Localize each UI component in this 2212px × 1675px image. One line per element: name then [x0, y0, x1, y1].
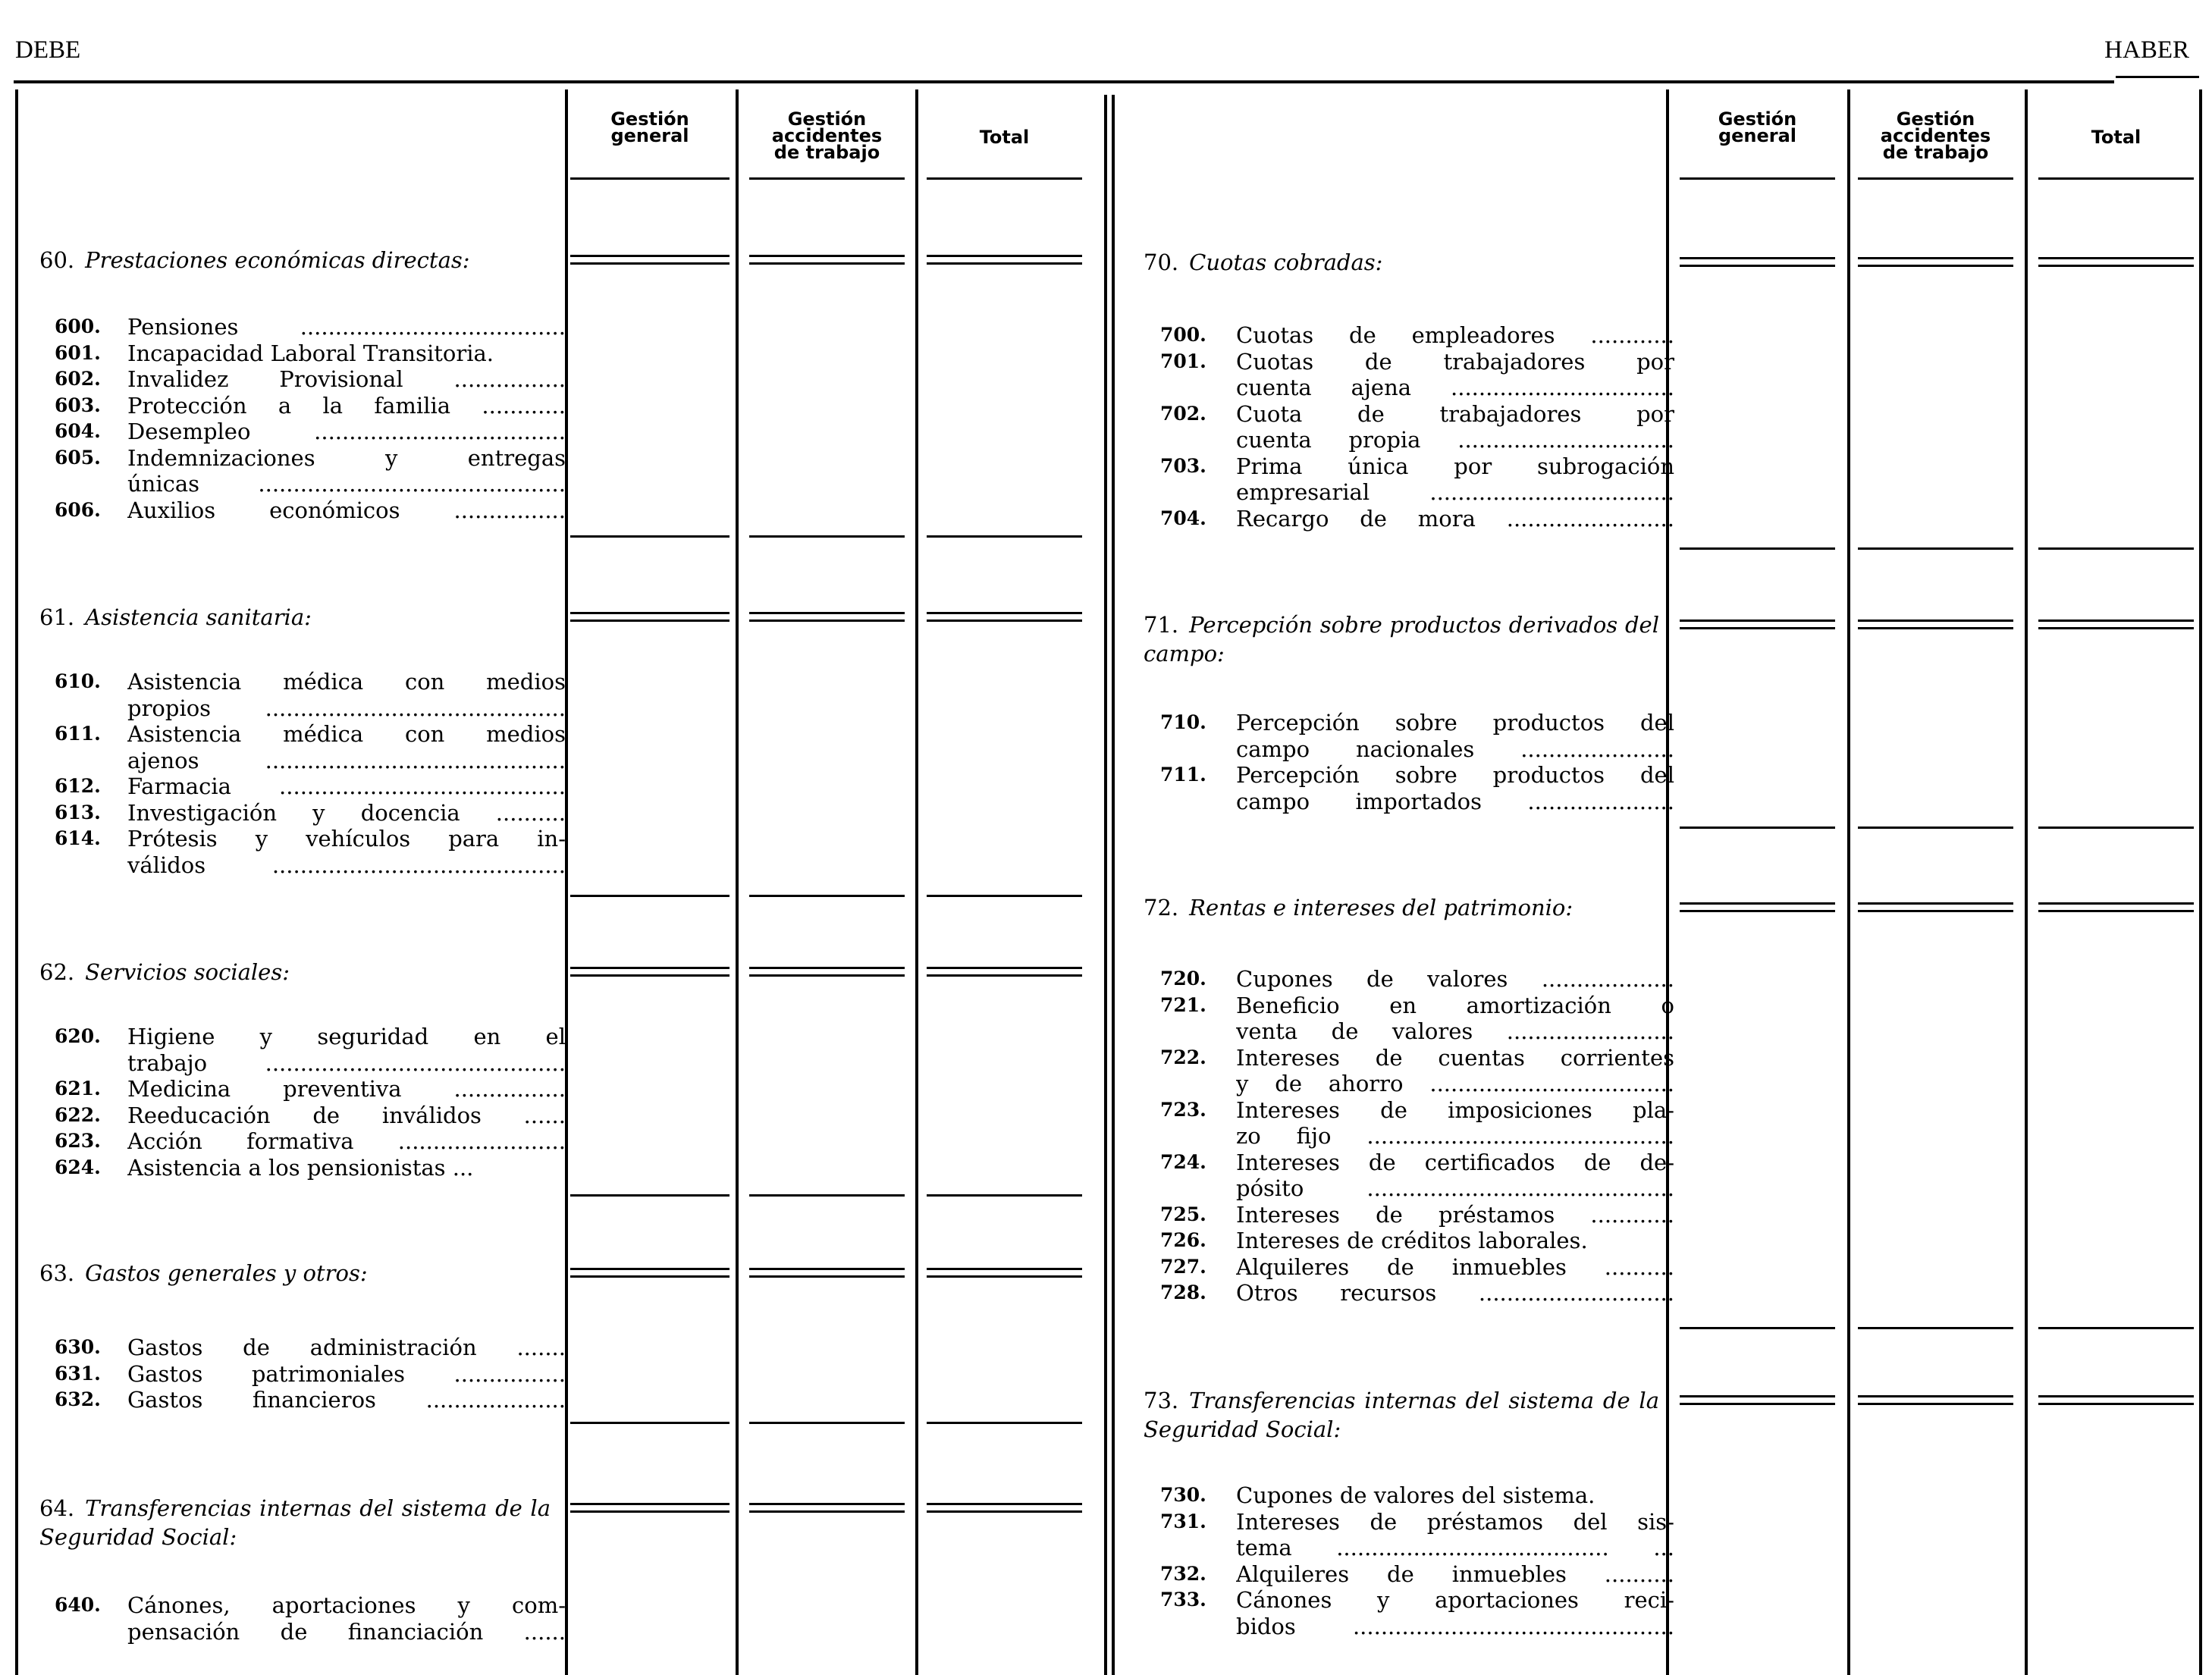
- item-text: Farmacia .........................................: [127, 773, 566, 799]
- subtotal-rule: [2038, 1327, 2194, 1329]
- double-rule: [1680, 265, 1835, 267]
- subtotal-rule: [570, 1422, 729, 1424]
- double-rule: [927, 1275, 1082, 1278]
- subtotal-rule: [927, 1422, 1082, 1424]
- item-text: Recargo de mora ........................: [1236, 505, 1674, 532]
- section-number: 73.: [1144, 1388, 1179, 1413]
- double-rule: [1858, 265, 2013, 267]
- ledger-item: [55, 826, 566, 878]
- item-code: 613.: [55, 801, 101, 823]
- item-text: y de ahorro ...................................: [1236, 1071, 1674, 1096]
- item-text: Acción formativa ........................: [127, 1128, 566, 1154]
- section-title: Servicios sociales:: [85, 959, 290, 985]
- double-rule: [570, 619, 729, 622]
- subtotal-rule: [1858, 827, 2013, 829]
- ledger-item: [1160, 1508, 1674, 1561]
- column-rule: [15, 89, 18, 1675]
- item-code: 610.: [55, 670, 101, 692]
- item-text: Cánones y aportaciones reci-: [1236, 1587, 1674, 1613]
- item-text: campo nacionales ......................: [1236, 736, 1674, 762]
- section-title: Rentas e intereses del patrimonio:: [1189, 895, 1574, 921]
- ledger-item: [1160, 762, 1674, 814]
- double-rule: [749, 1268, 905, 1270]
- double-rule: [927, 1510, 1082, 1513]
- item-text: trabajo ...........................................: [127, 1049, 566, 1076]
- item-text: Gastos financieros ....................: [127, 1387, 566, 1413]
- subtotal-rule: [927, 895, 1082, 897]
- item-text: Cuotas de empleadores ............: [1236, 322, 1674, 348]
- section-heading: [39, 1494, 551, 1551]
- ledger-item: [55, 1360, 566, 1388]
- item-text: Intereses de imposiciones pla-: [1236, 1096, 1674, 1123]
- item-text: empresarial ...................................: [1236, 479, 1674, 505]
- ledger-item: [1160, 1228, 1659, 1254]
- double-rule: [570, 255, 729, 257]
- ledger-item: [1160, 1561, 1674, 1588]
- item-code: 730.: [1160, 1484, 1206, 1506]
- column-header-rule: [570, 177, 729, 180]
- item-code: 622.: [55, 1103, 101, 1126]
- item-text: Investigación y docencia ..........: [127, 799, 566, 826]
- item-code: 731.: [1160, 1510, 1206, 1532]
- double-rule: [749, 967, 905, 969]
- double-rule: [749, 1275, 905, 1278]
- column-header-rule: [1680, 177, 1835, 180]
- item-text: Higiene y seguridad en el: [127, 1024, 566, 1049]
- ledger-item: [1160, 1044, 1674, 1097]
- column-rule: [2199, 89, 2202, 1675]
- double-rule: [2038, 1395, 2194, 1397]
- item-code: 701.: [1160, 350, 1206, 372]
- item-code: 630.: [55, 1336, 101, 1358]
- subtotal-rule: [1858, 547, 2013, 550]
- item-text: pósito ............................................: [1236, 1175, 1674, 1201]
- item-code: 703.: [1160, 454, 1206, 477]
- column-rule: [2025, 89, 2028, 1675]
- section-number: 63.: [39, 1260, 75, 1286]
- subtotal-rule: [927, 1194, 1082, 1197]
- column-header-rule: [1858, 177, 2013, 180]
- item-text: Reeducación de inválidos ......: [127, 1102, 566, 1128]
- item-text: Intereses de créditos laborales.: [1236, 1228, 1588, 1253]
- column-rule: [736, 89, 739, 1675]
- item-text: tema ....................................... ...: [1236, 1535, 1674, 1561]
- item-text: Medicina preventiva ................: [127, 1076, 566, 1102]
- ledger-item: [1160, 1201, 1674, 1228]
- section-heading: [39, 603, 551, 632]
- ledger-item: [1160, 710, 1674, 762]
- subtotal-rule: [749, 1422, 905, 1424]
- item-text: Intereses de cuentas corrientes: [1236, 1044, 1674, 1071]
- section-number: 60.: [39, 247, 75, 273]
- item-text: Cuotas de trabajadores por: [1236, 348, 1674, 375]
- double-rule: [1858, 902, 2013, 905]
- section-title: Percepción sobre productos derivados del campo:: [1144, 612, 1659, 667]
- item-code: 711.: [1160, 764, 1206, 786]
- subtotal-rule: [749, 535, 905, 538]
- double-rule: [927, 255, 1082, 257]
- double-rule: [1680, 627, 1835, 629]
- double-rule: [570, 1503, 729, 1505]
- section-number: 62.: [39, 959, 75, 985]
- double-rule: [749, 262, 905, 265]
- double-rule: [2038, 902, 2194, 905]
- ledger-item: [55, 1076, 566, 1103]
- item-code: 722.: [1160, 1046, 1206, 1068]
- double-rule: [1858, 257, 2013, 259]
- ledger-item: [55, 799, 566, 827]
- item-text: Desempleo ....................................: [127, 419, 566, 444]
- double-rule: [749, 1503, 905, 1505]
- ledger-item: [55, 1128, 566, 1155]
- ledger-item: [1160, 1096, 1674, 1150]
- subtotal-rule: [1680, 547, 1835, 550]
- ledger-item: [1160, 966, 1674, 993]
- double-rule: [1680, 619, 1835, 622]
- item-code: 611.: [55, 723, 101, 745]
- double-rule: [2038, 910, 2194, 912]
- subtotal-rule: [1858, 1327, 2013, 1329]
- item-code: 614.: [55, 827, 101, 849]
- item-text: Cánones, aportaciones y com-: [127, 1592, 566, 1618]
- header-haber: HABER: [2104, 36, 2189, 64]
- item-text: Intereses de certificados de de-: [1236, 1149, 1674, 1175]
- item-text: pensación de financiación ......: [127, 1618, 566, 1645]
- subtotal-rule: [749, 895, 905, 897]
- top-rule-right: [2116, 76, 2199, 78]
- double-rule: [2038, 1403, 2194, 1405]
- double-rule: [570, 262, 729, 265]
- section-number: 64.: [39, 1495, 75, 1521]
- column-rule: [1104, 95, 1107, 1675]
- item-code: 601.: [55, 341, 101, 364]
- double-rule: [570, 1510, 729, 1513]
- section-title: Transferencias internas del sistema de la Seguridad Social:: [1144, 1388, 1659, 1442]
- item-code: 710.: [1160, 711, 1206, 733]
- double-rule: [749, 619, 905, 622]
- ledger-item: [55, 773, 566, 800]
- double-rule: [749, 1510, 905, 1513]
- ledger-item: [1160, 1280, 1674, 1306]
- column-header-gestion-accidentes: Gestión accidentes de trabajo: [771, 108, 883, 163]
- double-rule: [1680, 910, 1835, 912]
- double-rule: [570, 1268, 729, 1270]
- ledger-item: [1160, 453, 1674, 506]
- double-rule: [2038, 627, 2194, 629]
- subtotal-rule: [570, 1194, 729, 1197]
- double-rule: [927, 1268, 1082, 1270]
- subtotal-rule: [2038, 827, 2194, 829]
- double-rule: [2038, 257, 2194, 259]
- double-rule: [1680, 902, 1835, 905]
- item-code: 631.: [55, 1362, 101, 1385]
- item-text: cuenta propia ...............................: [1236, 427, 1674, 453]
- ledger-item: [55, 497, 566, 524]
- item-text: cuenta ajena ................................: [1236, 375, 1674, 400]
- item-code: 720.: [1160, 968, 1206, 990]
- item-text: Asistencia médica con medios: [127, 669, 566, 695]
- section-heading: [39, 1259, 551, 1288]
- item-text: Percepción sobre productos del: [1236, 762, 1674, 788]
- ledger-item: [55, 1335, 566, 1361]
- section-title: Prestaciones económicas directas:: [85, 247, 470, 273]
- item-text: Beneficio en amortización o: [1236, 992, 1674, 1018]
- ledger-item: [55, 1024, 566, 1076]
- item-text: Cupones de valores ...................: [1236, 966, 1674, 992]
- item-text: venta de valores ........................: [1236, 1018, 1674, 1044]
- column-header-gestion-general: Gestión general: [1718, 108, 1797, 146]
- ledger-item: [55, 721, 566, 773]
- subtotal-rule: [927, 535, 1082, 538]
- item-text: válidos ..........................................: [127, 852, 566, 878]
- double-rule: [927, 974, 1082, 977]
- item-text: Gastos de administración .......: [127, 1335, 566, 1360]
- section-heading: [1144, 248, 1659, 277]
- subtotal-rule: [2038, 547, 2194, 550]
- double-rule: [749, 255, 905, 257]
- ledger-item: [55, 340, 551, 367]
- ledger-item: [1160, 1149, 1674, 1202]
- double-rule: [2038, 619, 2194, 622]
- subtotal-rule: [1680, 1327, 1835, 1329]
- item-code: 602.: [55, 368, 101, 390]
- ledger-item: [1160, 1482, 1659, 1509]
- item-code: 624.: [55, 1156, 101, 1178]
- item-text: Indemnizaciones y entregas: [127, 444, 566, 471]
- item-text: Alquileres de inmuebles ..........: [1236, 1561, 1674, 1587]
- ledger-item: [1160, 400, 1674, 453]
- item-code: 606.: [55, 498, 101, 521]
- item-code: 727.: [1160, 1255, 1206, 1278]
- ledger-item: [55, 1592, 566, 1645]
- double-rule: [570, 967, 729, 969]
- ledger-item: [1160, 348, 1674, 401]
- ledger-item: [1160, 505, 1674, 532]
- double-rule: [1858, 619, 2013, 622]
- column-header-gestion-general: Gestión general: [610, 108, 689, 146]
- section-title: Cuotas cobradas:: [1189, 249, 1383, 275]
- column-rule: [1847, 89, 1850, 1675]
- item-text: zo fijo ............................................: [1236, 1123, 1674, 1149]
- item-text: Otros recursos ............................: [1236, 1280, 1674, 1306]
- item-code: 700.: [1160, 324, 1206, 346]
- item-code: 621.: [55, 1077, 101, 1099]
- section-heading: [39, 246, 551, 274]
- item-code: 725.: [1160, 1203, 1206, 1225]
- item-code: 704.: [1160, 507, 1206, 529]
- item-code: 732.: [1160, 1562, 1206, 1585]
- double-rule: [2038, 265, 2194, 267]
- item-text: Protección a la familia ............: [127, 392, 566, 419]
- double-rule: [927, 1503, 1082, 1505]
- double-rule: [927, 967, 1082, 969]
- column-header-rule: [927, 177, 1082, 180]
- item-code: 728.: [1160, 1281, 1206, 1303]
- subtotal-rule: [570, 895, 729, 897]
- section-title: Gastos generales y otros:: [85, 1260, 368, 1286]
- item-text: Percepción sobre productos del: [1236, 710, 1674, 736]
- column-header-total: Total: [2091, 127, 2141, 148]
- ledger-item: [55, 314, 566, 340]
- ledger-item: [55, 419, 566, 445]
- item-text: Auxilios económicos ................: [127, 497, 566, 523]
- section-number: 70.: [1144, 249, 1179, 275]
- double-rule: [1680, 1403, 1835, 1405]
- item-code: 733.: [1160, 1589, 1206, 1611]
- ledger-item: [1160, 992, 1674, 1045]
- item-text: ajenos ...........................................: [127, 747, 566, 773]
- double-rule: [1858, 1403, 2013, 1405]
- item-code: 623.: [55, 1130, 101, 1152]
- section-heading: [1144, 1386, 1659, 1444]
- item-text: Asistencia médica con medios: [127, 721, 566, 747]
- ledger-item: [55, 1102, 566, 1129]
- column-header-gestion-accidentes: Gestión accidentes de trabajo: [1880, 108, 1991, 163]
- item-code: 640.: [55, 1594, 101, 1616]
- header-debe: DEBE: [15, 36, 81, 64]
- double-rule: [927, 612, 1082, 614]
- double-rule: [570, 612, 729, 614]
- section-title: Transferencias internas del sistema de la Seguridad Social:: [39, 1495, 551, 1550]
- ledger-item: [1160, 1253, 1674, 1281]
- item-code: 726.: [1160, 1229, 1206, 1251]
- item-text: Intereses de préstamos del sis-: [1236, 1508, 1674, 1535]
- item-code: 612.: [55, 775, 101, 797]
- double-rule: [1680, 1395, 1835, 1397]
- item-text: Cuota de trabajadores por: [1236, 400, 1674, 427]
- subtotal-rule: [570, 535, 729, 538]
- column-header-rule: [749, 177, 905, 180]
- double-rule: [749, 612, 905, 614]
- ledger-item: [55, 1155, 551, 1181]
- double-rule: [749, 974, 905, 977]
- subtotal-rule: [1680, 827, 1835, 829]
- ledger-item: [55, 669, 566, 721]
- item-code: 721.: [1160, 993, 1206, 1016]
- item-text: Alquileres de inmuebles ..........: [1236, 1253, 1674, 1280]
- item-code: 604.: [55, 420, 101, 442]
- ledger-item: [1160, 322, 1674, 349]
- item-text: Gastos patrimoniales ................: [127, 1360, 566, 1387]
- double-rule: [1858, 1395, 2013, 1397]
- subtotal-rule: [749, 1194, 905, 1197]
- section-heading: [39, 958, 551, 986]
- section-heading: [1144, 610, 1659, 668]
- double-rule: [927, 619, 1082, 622]
- ledger-item: [55, 392, 566, 419]
- double-rule: [570, 974, 729, 977]
- double-rule: [927, 262, 1082, 265]
- item-text: Invalidez Provisional ................: [127, 366, 566, 392]
- item-code: 724.: [1160, 1150, 1206, 1173]
- section-number: 61.: [39, 604, 75, 630]
- top-rule: [14, 80, 2114, 83]
- section-number: 72.: [1144, 895, 1179, 921]
- column-header-total: Total: [979, 127, 1030, 148]
- double-rule: [1858, 910, 2013, 912]
- item-text: únicas ............................................: [127, 471, 566, 497]
- item-text: propios ...........................................: [127, 695, 566, 721]
- item-text: campo importados .....................: [1236, 788, 1674, 814]
- column-rule: [1112, 95, 1115, 1675]
- double-rule: [570, 1275, 729, 1278]
- double-rule: [1680, 257, 1835, 259]
- section-heading: [1144, 893, 1659, 922]
- item-text: Prima única por subrogación: [1236, 453, 1674, 479]
- item-code: 723.: [1160, 1098, 1206, 1121]
- column-header-rule: [2038, 177, 2194, 180]
- section-number: 71.: [1144, 612, 1179, 638]
- item-code: 620.: [55, 1025, 101, 1047]
- item-code: 632.: [55, 1388, 101, 1410]
- ledger-item: [55, 366, 566, 393]
- ledger-item: [55, 1387, 566, 1413]
- item-text: Prótesis y vehículos para in-: [127, 826, 566, 852]
- column-rule: [915, 89, 918, 1675]
- double-rule: [1858, 627, 2013, 629]
- ledger-item: [1160, 1587, 1674, 1639]
- ledger-item: [55, 444, 566, 497]
- item-code: 600.: [55, 315, 101, 337]
- item-text: Cupones de valores del sistema.: [1236, 1482, 1595, 1508]
- section-title: Asistencia sanitaria:: [85, 604, 312, 630]
- item-text: Intereses de préstamos ............: [1236, 1201, 1674, 1228]
- item-code: 702.: [1160, 402, 1206, 425]
- item-code: 603.: [55, 394, 101, 416]
- item-code: 605.: [55, 446, 101, 469]
- item-text: bidos ..............................................: [1236, 1613, 1674, 1639]
- item-text: Asistencia a los pensionistas ...: [127, 1154, 474, 1181]
- item-text: Incapacidad Laboral Transitoria.: [127, 340, 494, 366]
- item-text: Pensiones ......................................: [127, 314, 566, 340]
